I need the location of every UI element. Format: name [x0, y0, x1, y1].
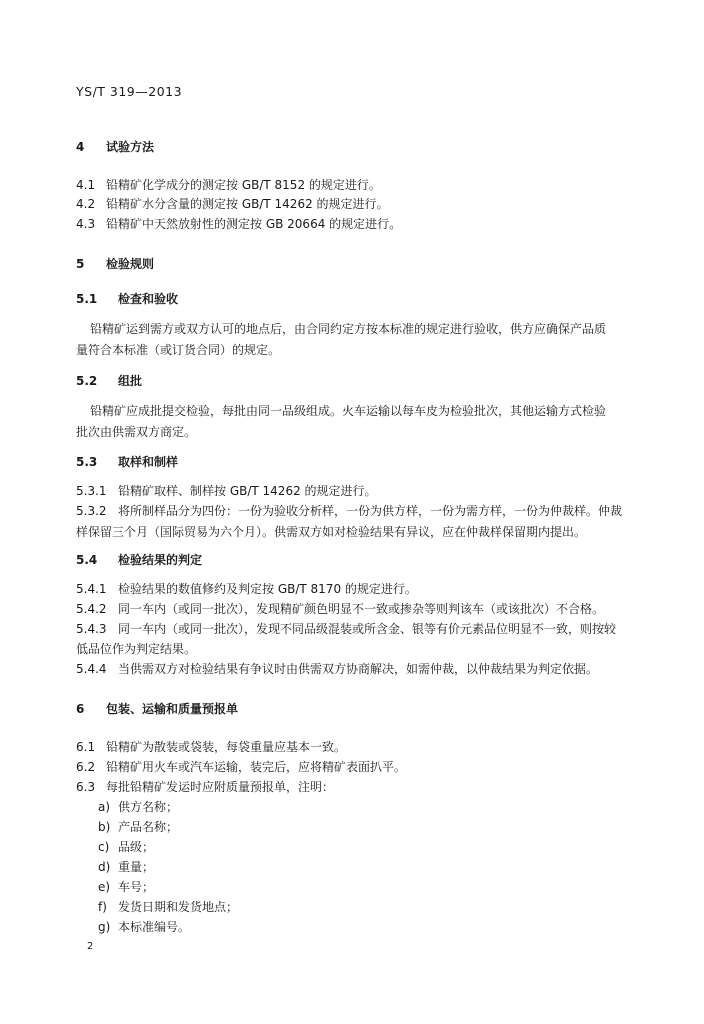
paragraph-5-2-line-1: 铅精矿应成批提交检验，每批由同一品级组成。火车运输以每车皮为检验批次，其他运输方式检验 — [90, 404, 607, 418]
section-4-heading — [76, 140, 154, 154]
section-title: 检验规则 — [106, 257, 155, 271]
clause-text: 每批铅精矿发运时应附质量预报单，注明： — [106, 780, 335, 794]
list-text: 车号； — [118, 880, 155, 894]
clause-number: 6.2 — [76, 760, 96, 774]
list-item-e — [98, 880, 154, 894]
list-marker: c) — [98, 840, 110, 854]
clause-text: 铅精矿取样、制样按 GB/T 14262 的规定进行。 — [118, 484, 377, 498]
clause-5-4-3 — [76, 622, 616, 636]
clause-text: 当供需双方对检验结果有争议时由供需双方协商解决，如需仲裁，以仲裁结果为判定依据。 — [118, 662, 599, 676]
list-item-f — [98, 900, 238, 914]
subsection-number: 5.1 — [76, 292, 98, 306]
list-text: 发货日期和发货地点； — [118, 900, 239, 914]
subsection-title: 取样和制样 — [118, 455, 179, 469]
clause-number: 5.4.4 — [76, 662, 107, 676]
list-item-d — [98, 860, 154, 874]
list-item-b — [98, 820, 178, 834]
list-marker: e) — [98, 880, 111, 894]
subsection-5-1-heading — [76, 292, 178, 306]
list-marker: d) — [98, 860, 111, 874]
list-text: 产品名称； — [118, 820, 179, 834]
list-text: 本标准编号。 — [118, 920, 191, 934]
paragraph-5-2-line-2: 批次由供需双方商定。 — [76, 425, 197, 439]
subsection-title: 检验结果的判定 — [118, 553, 203, 567]
list-marker: g) — [98, 920, 111, 934]
section-number: 5 — [76, 257, 85, 271]
clause-text: 同一车内（或同一批次），发现精矿颜色明显不一致或掺杂等则判该车（或该批次）不合格。 — [118, 602, 605, 616]
clause-number: 4.2 — [76, 197, 96, 211]
clause-5-4-2 — [76, 602, 604, 616]
clause-4-2 — [76, 197, 389, 211]
section-number: 4 — [76, 140, 85, 154]
clause-5-3-1 — [76, 484, 377, 498]
list-item-c — [98, 840, 154, 854]
clause-text: 铅精矿为散装或袋装，每袋重量应基本一致。 — [106, 740, 347, 754]
list-marker: f) — [98, 900, 107, 914]
clause-number: 6.3 — [76, 780, 96, 794]
list-text: 品级； — [118, 840, 155, 854]
clause-number: 5.4.3 — [76, 622, 107, 636]
list-marker: b) — [98, 820, 111, 834]
subsection-title: 组批 — [118, 374, 143, 388]
clause-number: 5.3.1 — [76, 484, 107, 498]
clause-5-4-3-line-2: 低品位作为判定结果。 — [76, 642, 197, 656]
list-item-a — [98, 800, 178, 814]
clause-number: 5.4.2 — [76, 602, 107, 616]
clause-text: 铅精矿化学成分的测定按 GB/T 8152 的规定进行。 — [106, 178, 381, 192]
paragraph-5-1-line-1: 铅精矿运到需方或双方认可的地点后，由合同约定方按本标准的规定进行验收，供方应确保产品质 — [90, 322, 607, 336]
clause-text: 铅精矿用火车或汽车运输，装完后，应将精矿表面扒平。 — [106, 760, 407, 774]
clause-5-3-2-line-2: 样保留三个月（国际贸易为六个月）。供需双方如对检验结果有异议，应在仲裁样保留期内提出。 — [76, 525, 587, 539]
clause-6-3 — [76, 780, 334, 794]
clause-text: 将所制样品分为四份：一份为验收分析样，一份为供方样，一份为需方样，一份为仲裁样。仲裁 — [118, 504, 623, 518]
list-item-g — [98, 920, 190, 934]
clause-number: 4.3 — [76, 217, 96, 231]
section-5-heading — [76, 257, 154, 271]
subsection-5-3-heading — [76, 455, 178, 469]
standard-code: YS/T 319—2013 — [76, 84, 183, 99]
subsection-number: 5.4 — [76, 553, 98, 567]
clause-number: 5.4.1 — [76, 582, 107, 596]
section-number: 6 — [76, 702, 85, 716]
subsection-title: 检查和验收 — [118, 292, 179, 306]
clause-5-3-2 — [76, 504, 622, 518]
clause-4-3 — [76, 217, 401, 231]
section-title: 包装、运输和质量预报单 — [106, 702, 239, 716]
subsection-number: 5.2 — [76, 374, 98, 388]
clause-number: 6.1 — [76, 740, 96, 754]
clause-number: 5.3.2 — [76, 504, 107, 518]
paragraph-5-1-line-2: 量符合本标准（或订货合同）的规定。 — [76, 343, 281, 357]
list-marker: a) — [98, 800, 111, 814]
list-text: 重量； — [118, 860, 155, 874]
clause-text: 同一车内（或同一批次），发现不同品级混装或所含金、银等有价元素品位明显不一致，则按较 — [118, 622, 617, 636]
clause-5-4-4 — [76, 662, 598, 676]
list-text: 供方名称； — [118, 800, 179, 814]
clause-6-2 — [76, 760, 406, 774]
subsection-5-2-heading — [76, 374, 142, 388]
clause-5-4-1 — [76, 582, 417, 596]
subsection-number: 5.3 — [76, 455, 98, 469]
clause-number: 4.1 — [76, 178, 96, 192]
clause-text: 铅精矿水分含量的测定按 GB/T 14262 的规定进行。 — [106, 197, 389, 211]
subsection-5-4-heading — [76, 553, 202, 567]
clause-4-1 — [76, 178, 381, 192]
clause-6-1 — [76, 740, 346, 754]
section-6-heading — [76, 702, 238, 716]
section-title: 试验方法 — [106, 140, 155, 154]
clause-text: 铅精矿中天然放射性的测定按 GB 20664 的规定进行。 — [106, 217, 402, 231]
clause-text: 检验结果的数值修约及判定按 GB/T 8170 的规定进行。 — [118, 582, 417, 596]
page-number: 2 — [87, 941, 94, 952]
